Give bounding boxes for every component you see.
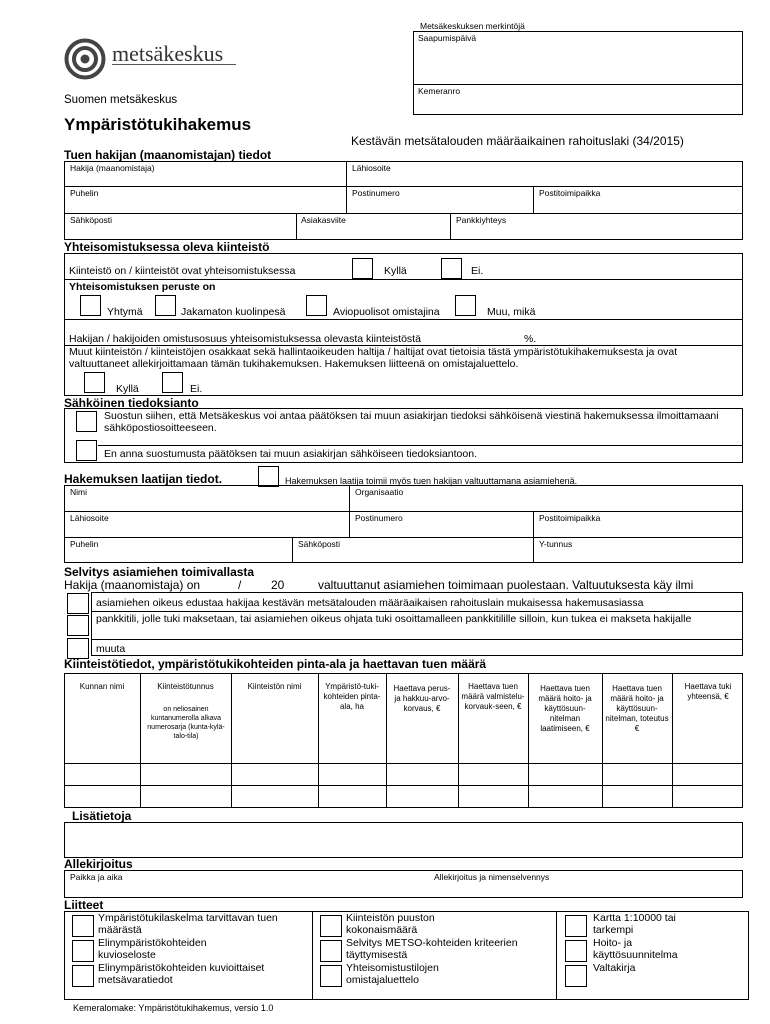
applicant-customer-id-field[interactable]: Asiakasviite (301, 215, 346, 225)
place-date-field[interactable]: Paikka ja aika (70, 872, 123, 882)
preparer-name-field[interactable]: Nimi (70, 487, 87, 497)
electronic-heading: Sähköinen tiedoksianto (64, 396, 199, 410)
col-municipality: Kunnan nimi (79, 682, 125, 691)
agent-other-checkbox[interactable] (67, 638, 89, 659)
att-poa-checkbox[interactable] (565, 965, 587, 987)
att-plan-checkbox[interactable] (565, 940, 587, 962)
preparer-business-id-field[interactable]: Y-tunnus (539, 539, 573, 549)
consent-text: Suostun siihen, että Metsäkeskus voi antaa päätöksen tai muun asiakirjan tiedoksi sähköisenä viestinä hakemuksessa ilmoittamaani sähköpostiosoitteeseen. (104, 410, 719, 434)
col-property-id: Kiinteistötunnus (157, 682, 214, 691)
applicant-grid (64, 161, 743, 240)
basis-estate-label: Jakamaton kuolinpesä (181, 306, 286, 318)
basis-yhtyma-label: Yhtymä (107, 306, 143, 318)
joint-yes-label: Kyllä (384, 265, 407, 277)
preparer-postal-field[interactable]: Postinumero (355, 513, 403, 523)
preparer-grid (64, 485, 743, 563)
agent-year: 20 (271, 578, 285, 592)
applicant-heading: Tuen hakijan (maanomistajan) tiedot (64, 148, 272, 162)
basis-estate-checkbox[interactable] (155, 295, 176, 316)
agent-bank-checkbox[interactable] (67, 615, 89, 636)
agent-option-represent: asiamiehen oikeus edustaa hakijaa kestävän metsätalouden määräaikaisen rahoituslain mukaisessa hakemusasiassa (96, 597, 644, 609)
col-impl: Haettava tuen määrä hoito- ja käyttösuun-nitelman, toteutus € (605, 684, 669, 733)
owners-yes-checkbox[interactable] (84, 372, 105, 393)
basis-spouses-label: Aviopuolisot omistajina (333, 306, 440, 318)
basis-heading: Yhteisomistuksen peruste on (69, 281, 216, 293)
basis-spouses-checkbox[interactable] (306, 295, 327, 316)
att-map-checkbox[interactable] (565, 915, 587, 937)
agent-slash: / (238, 578, 242, 592)
share-percent: %. (524, 333, 537, 345)
owners-no-label: Ei. (190, 383, 203, 395)
col-total: Haettava tuki yhteensä, € (684, 682, 732, 701)
col-area: Ympäristö-tuki-kohteiden pinta-ala, ha (323, 682, 381, 711)
no-consent-checkbox[interactable] (76, 440, 97, 461)
page-title: Ympäristötukihakemus (64, 115, 252, 134)
applicant-bank-field[interactable]: Pankkiyhteys (456, 215, 507, 225)
col-property-name: Kiinteistön nimi (247, 682, 302, 691)
other-owners-text: Muut kiinteistön / kiinteistöjen osakkaat sekä hallintaoikeuden haltija / haltijat ovat tietoisia tästä ympäristötukihakemuksesta ja ovat valtuuttaneet allekirjoittamaan tämän tukihakemuksen. Hakemuksen liitteenä on omistajaluettelo. (69, 346, 678, 370)
joint-yes-checkbox[interactable] (352, 258, 373, 279)
att-calc-label: Ympäristötukilaskelma tarvittavan tuen määrästä (98, 912, 278, 936)
org-full-name: Suomen metsäkeskus (64, 94, 178, 106)
att-map-label: Kartta 1:10000 tai tarkempi (593, 912, 676, 936)
col-basic: Haettava perus- ja hakkuu-arvo-korvaus, € (393, 684, 451, 713)
applicant-name-field[interactable]: Hakija (maanomistaja) (70, 163, 155, 173)
office-box (413, 31, 743, 115)
archive-label: Kemeranro (418, 86, 461, 96)
preparer-org-field[interactable]: Organisaatio (355, 487, 404, 497)
attachments-heading: Liitteet (64, 898, 104, 912)
col-prep: Haettava tuen määrä valmistelu-korvauk-seen, € (461, 682, 525, 711)
applicant-phone-field[interactable]: Puhelin (70, 188, 99, 198)
consent-checkbox[interactable] (76, 411, 97, 432)
agent-option-bank: pankkitili, jolle tuki maksetaan, tai asiamiehen oikeus ohjata tuki osoittamalleen pankkitilille silloin, kun tukea ei makseta hakijalle (96, 613, 692, 625)
logo-target-icon (64, 38, 106, 80)
preparer-email-field[interactable]: Sähköposti (298, 539, 341, 549)
no-consent-text: En anna suostumusta päätöksen tai muun asiakirjan sähköiseen tiedoksiantoon. (104, 448, 477, 460)
agent-heading: Selvitys asiamiehen toimivallasta (64, 565, 255, 579)
table-heading: Kiinteistötiedot, ympäristötukikohteiden pinta-ala ja haettavan tuen määrä (64, 657, 487, 671)
joint-heading: Yhteisomistuksessa oleva kiinteistö (64, 240, 270, 254)
att-timber-label: Kiinteistön puuston kokonaismäärä (346, 912, 435, 936)
share-text: Hakijan / hakijoiden omistusosuus yhteisomistuksessa olevasta kiinteistöstä (69, 333, 421, 345)
logo-wordmark: metsäkeskus (112, 41, 224, 66)
arrival-label: Saapumispäivä (418, 33, 477, 43)
att-timber-checkbox[interactable] (320, 915, 342, 937)
att-owners-label: Yhteisomistustilojen omistajaluettelo (346, 962, 439, 986)
office-box-title: Metsäkeskuksen merkintöjä (420, 21, 525, 31)
signature-heading: Allekirjoitus (64, 857, 133, 871)
agent-note: Hakemuksen laatija toimii myös tuen hakijan valtuuttamana asiamiehenä. (285, 476, 578, 486)
agent-note-checkbox[interactable] (258, 466, 279, 487)
att-poa-label: Valtakirja (593, 962, 636, 974)
extra-info-field[interactable] (64, 822, 743, 858)
att-habitat-label: Elinympäristökohteiden kuvioseloste (98, 937, 207, 961)
preparer-heading: Hakemuksen laatijan tiedot. (64, 472, 223, 486)
att-metso-label: Selvitys METSO-kohteiden kriteerien täyttymisestä (346, 937, 518, 961)
att-metso-checkbox[interactable] (320, 940, 342, 962)
page-subtitle: Kestävän metsätalouden määräaikainen rahoituslaki (34/2015) (351, 134, 684, 148)
basis-yhtyma-checkbox[interactable] (80, 295, 101, 316)
preparer-post-office-field[interactable]: Postitoimipaikka (539, 513, 601, 523)
joint-question: Kiinteistö on / kiinteistöt ovat yhteisomistuksessa (69, 265, 296, 277)
joint-no-checkbox[interactable] (441, 258, 462, 279)
att-resource-label: Elinympäristökohteiden kuvioittaiset metsävaratiedot (98, 962, 265, 986)
signature-box (64, 870, 743, 898)
owners-yes-label: Kyllä (116, 383, 139, 395)
applicant-post-office-field[interactable]: Postitoimipaikka (539, 188, 601, 198)
preparer-phone-field[interactable]: Puhelin (70, 539, 99, 549)
agent-option-other: muuta (96, 643, 126, 655)
att-resource-checkbox[interactable] (72, 965, 94, 987)
basis-other-checkbox[interactable] (455, 295, 476, 316)
att-owners-checkbox[interactable] (320, 965, 342, 987)
basis-other-label: Muu, mikä (487, 306, 536, 318)
att-plan-label: Hoito- ja käyttösuunnitelma (593, 937, 678, 961)
preparer-street-field[interactable]: Lähiosoite (70, 513, 109, 523)
footer-version: Kemeralomake: Ympäristötukihakemus, versio 1.0 (73, 1003, 274, 1013)
signature-field[interactable]: Allekirjoitus ja nimenselvennys (434, 872, 550, 882)
agent-line-b: valtuuttanut asiamiehen toimimaan puolestaan. Valtuutuksesta käy ilmi (318, 578, 694, 592)
joint-no-label: Ei. (471, 265, 484, 277)
att-calc-checkbox[interactable] (72, 915, 94, 937)
col-property-id-note: on neliosainen kuntanumerolla alkava numerosarja (kunta-kylä-talo-tila) (147, 706, 225, 740)
extra-heading: Lisätietoja (72, 809, 132, 823)
agent-represent-checkbox[interactable] (67, 593, 89, 614)
att-habitat-checkbox[interactable] (72, 940, 94, 962)
owners-no-checkbox[interactable] (162, 372, 183, 393)
applicant-street-field[interactable]: Lähiosoite (352, 163, 391, 173)
col-plan: Haettava tuen määrä hoito- ja käyttösuun-nitelman laatimiseen, € (538, 684, 592, 733)
logo (64, 38, 106, 85)
applicant-email-field[interactable]: Sähköposti (70, 215, 113, 225)
agent-line-a: Hakija (maanomistaja) on (64, 578, 201, 592)
applicant-postal-field[interactable]: Postinumero (352, 188, 400, 198)
